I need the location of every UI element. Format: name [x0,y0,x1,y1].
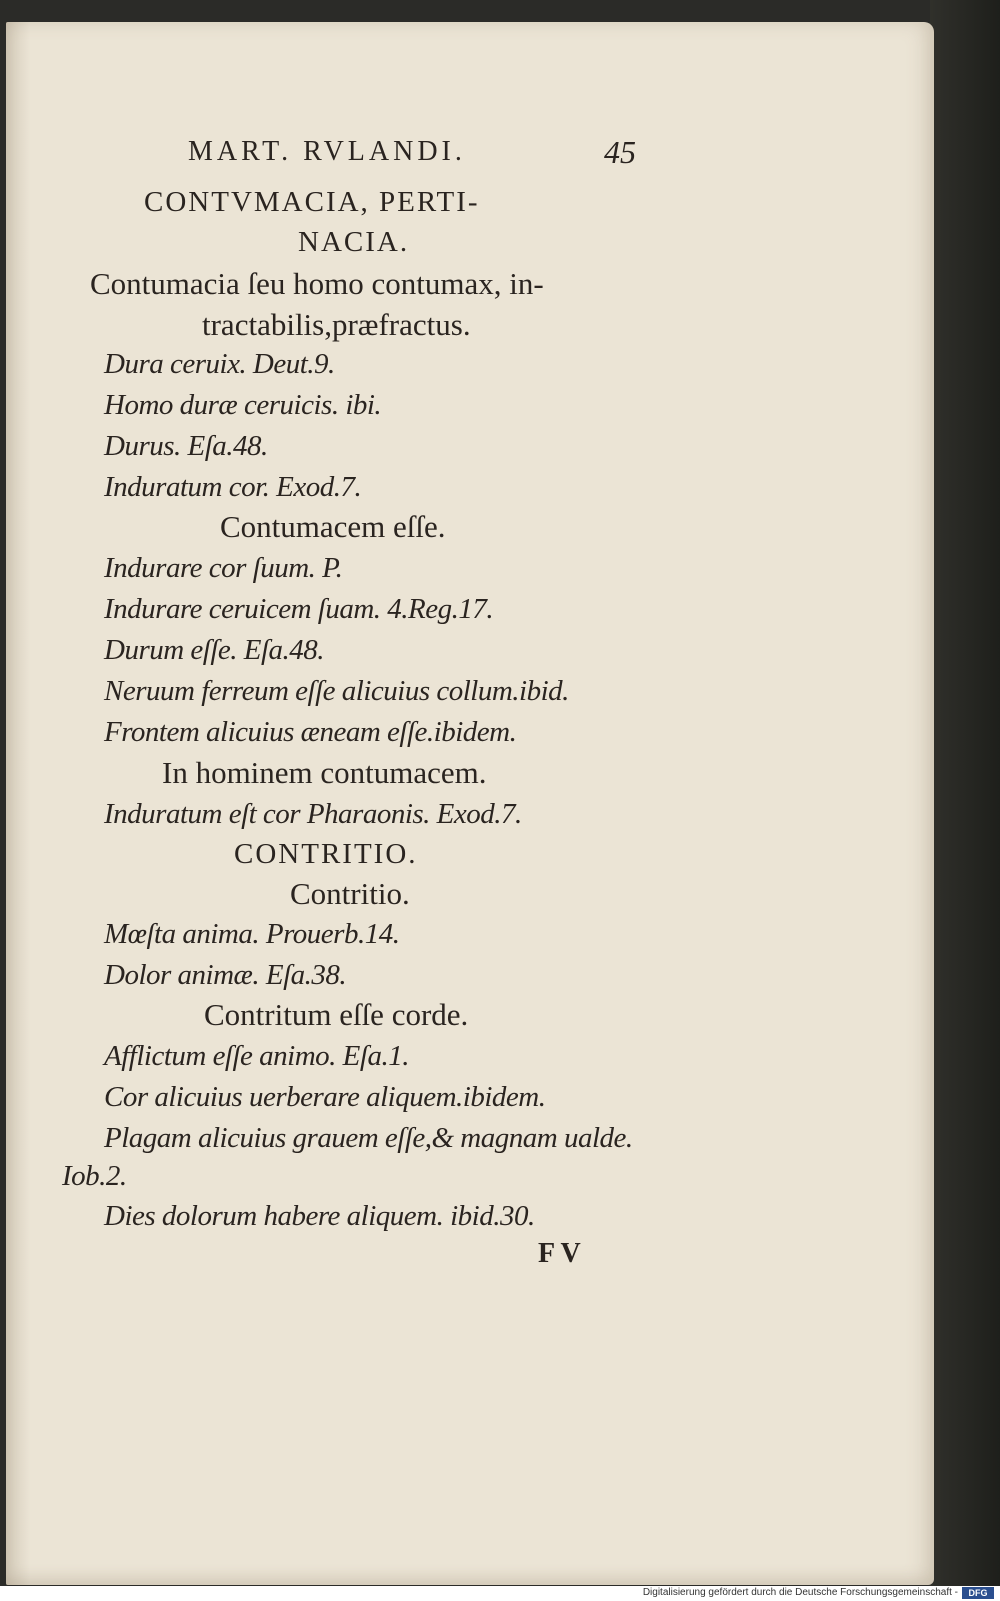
entry-line: Neruum ferreum eſſe alicuius collum.ibid. [104,675,569,707]
folio-number: 45 [604,134,636,170]
entry-line: Iob.2. [62,1160,127,1192]
subheading-line: Contritio. [290,876,410,911]
dfg-logo: DFG [962,1587,994,1599]
entry-line: Homo duræ ceruicis. ibi. [104,389,382,421]
entry-line: Indurare ceruicem ſuam. 4.Reg.17. [104,593,494,625]
background-edge [930,0,1000,1601]
signature-mark: F V [538,1238,581,1269]
heading-contritio: CONTRITIO. [234,838,418,870]
entry-line: Afflictum eſſe animo. Eſa.1. [104,1040,409,1072]
subheading-line: In hominem contumacem. [162,755,487,790]
entry-line: Dura ceruix. Deut.9. [104,348,335,380]
entry-line: Dies dolorum habere aliquem. ibid.30. [104,1200,535,1232]
heading-contumacia: CONTVMACIA, PERTI- [144,186,480,218]
entry-line: Cor alicuius uerberare aliquem.ibidem. [104,1081,546,1113]
subheading-line: Contumacem eſſe. [220,509,446,544]
entry-line: Mœſta anima. Prouerb.14. [104,918,400,950]
entry-line: Dolor animæ. Eſa.38. [104,959,347,991]
entry-line: Plagam alicuius grauem eſſe,& magnam ualde. [104,1122,633,1154]
entry-line: Induratum eſt cor Pharaonis. Exod.7. [104,798,522,830]
subheading-line: Contritum eſſe corde. [204,997,469,1032]
entry-line: Durum eſſe. Eſa.48. [104,634,325,666]
running-head: MART. RVLANDI. [188,136,466,167]
entry-line: Indurare cor ſuum. P. [104,552,343,584]
entry-line: Frontem alicuius æneam eſſe.ibidem. [104,716,517,748]
entry-line: Induratum cor. Exod.7. [104,471,362,503]
subheading-line: tractabilis,præfractus. [202,307,471,342]
heading-contumacia-cont: NACIA. [298,226,410,258]
book-page [6,22,934,1585]
entry-line: Durus. Eſa.48. [104,430,268,462]
subheading-line: Contumacia ſeu homo contumax, in- [90,266,544,301]
footer-bar [0,1586,1000,1601]
footer-credit: Digitalisierung gefördert durch die Deutsche Forschungsgemeinschaft - [642,1587,958,1598]
